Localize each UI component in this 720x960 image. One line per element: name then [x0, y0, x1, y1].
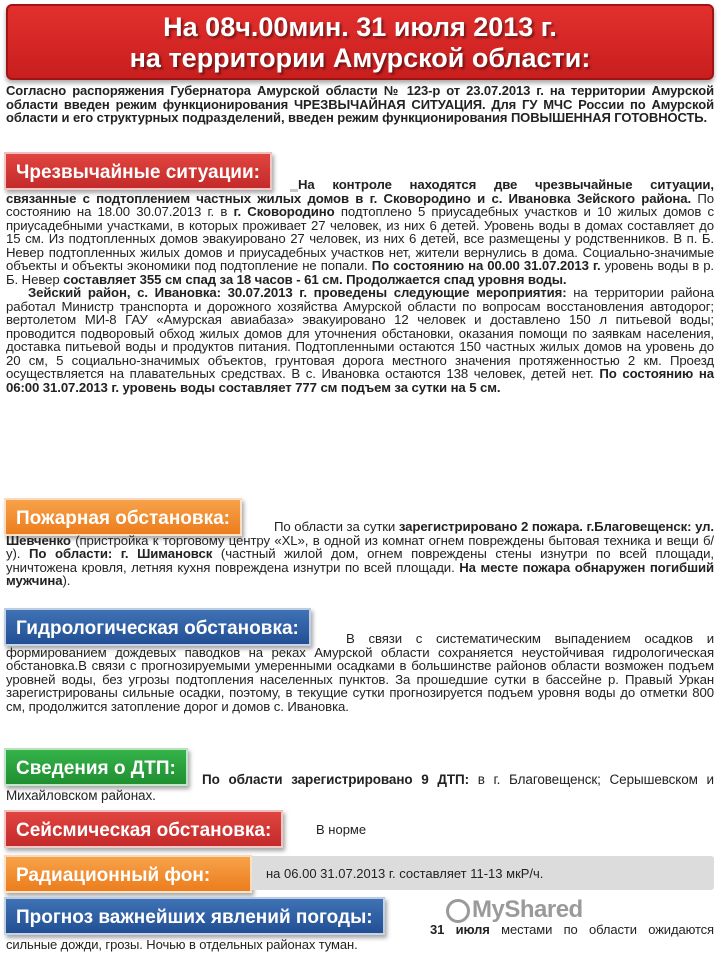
page-title	[6, 4, 714, 80]
intro-paragraph: Согласно распоряжения Губернатора Амурской области № 123-р от 23.07.2013 г. на территории Амурской области введен режим функционирования ЧРЕЗВЫЧАЙНАЯ СИТУАЦИЯ. Для ГУ МЧС России по Амурской области и его структурных подразделений, введен режим функционирования ПОВЫШЕННАЯ ГОТОВНОСТЬ.	[6, 83, 714, 125]
section-label-hydro: Гидрологическая обстановка:	[4, 608, 311, 646]
seismic-text: В норме	[316, 822, 367, 837]
section-label-fire: Пожарная обстановка:	[4, 498, 242, 536]
section-label-weather: Прогноз важнейших явлений погоды:	[4, 897, 385, 935]
watermark-icon	[446, 899, 470, 923]
title-line-1: На 08ч.00мин. 31 июля 2013 г.	[163, 12, 557, 42]
radiation-text: на 06.00 31.07.2013 г. составляет 11-13 мкР/ч.	[266, 866, 544, 881]
section-label-seismic: Сейсмическая обстановка:	[4, 810, 283, 848]
emergency-text: На контроле находятся две чрезвычайные ситуации, связанные с подтоплением частных жилых домов в г. Сковородино и с. Ивановка Зейского района. По состоянию на 18.00 30.07.2013 г. в г. Сковородино подтоплено 5 приусадебных участков и 10 жилых домов с приусадебными участками, в которых проживает 27 человек, из них 6 детей. Уровень воды в домах составляет до 15 см. Из подтопленных домов эвакуировано 27 человек, из них 6 детей, все размещены у родственников. В п. Б. Невер подтопленных жилых домов и приусадебных участков нет, жители вернулись в дома. Социально-значимые объекты и объекты экономики под подтопление не попали. По состоянию на 00.00 31.07.2013 г. уровень воды в р. Б. Невер составляет 355 см спад за 18 часов - 61 см. Продолжается спад уровня воды. Зейский район, с. Ивановка: 30.07.2013 г. проведены следующие мероприятия: на территории района работал Министр транспорта и дорожного хозяйства Амурской области по вопросам восстановления автодорог; вертолетом МИ-8 ГАУ «Амурская авиабаза» эвакуировано 12 человек и доставлено 150 л питьевой воды; проводится подворовый обход жилых домов для уточнения обстановки, оказания помощи по заявкам населения, доставка питьевой воды и продуктов питания. Подтопленными остаются 150 частных жилых домов на уровень до 20 см, 5 социально-значимых объектов, грунтовая дорога местного значения протяженностью 2 км. Проезд осуществляется на плавательных средствах. В с. Ивановка остаются 138 человек, детей нет. По состоянию на 06:00 31.07.2013 г. уровень воды составляет 777 см подъем за сутки на 5 см.	[6, 177, 714, 395]
section-label-emergency: Чрезвычайные ситуации:	[4, 152, 272, 190]
fire-text: По области за сутки зарегистрировано 2 пожара. г.Благовещенск: ул. Шевченко (пристройка к торговому центру «XL», в одной из комнат огнем повреждены бытовая техника и вещи б/у). По области: г. Шимановск (частный жилой дом, огнем повреждены стены изнутри по всей площади, уничтожена кровля, летняя кухня повреждена изнутри по всей площади. На месте пожара обнаружен погибший мужчина).	[6, 519, 714, 588]
weather-text: 31 июля местами по области ожидаются сильные дожди, грозы. Ночью в отдельных районах туман.	[6, 922, 714, 952]
dtp-text: По области зарегистрировано 9 ДТП: в г. Благовещенск; Серышевском и Михайловском районах.	[6, 772, 715, 803]
section-label-dtp: Сведения о ДТП:	[4, 748, 188, 786]
hydro-text: В связи с систематическим выпадением осадков и формированием дождевых паводков на реках Амурской области сохраняется неустойчивая гидрологическая обстановка.В связи с прогнозируемыми умеренными осадками в большинстве районов области возможен подъем уровней воды, без угрозы подтопления населенных пунктов. За прошедшие сутки в бассейне р. Правый Уркан зарегистрированы сильные осадки, поэтому, в текущие сутки прогнозируется подъем уровня воды до отметки 800 см, продолжится затопление дорог и домов с. Ивановка.	[6, 631, 714, 714]
title-line-2: на территории Амурской области:	[129, 43, 591, 73]
section-label-radiation: Радиационный фон:	[4, 855, 252, 893]
watermark: MyShared	[472, 896, 583, 923]
